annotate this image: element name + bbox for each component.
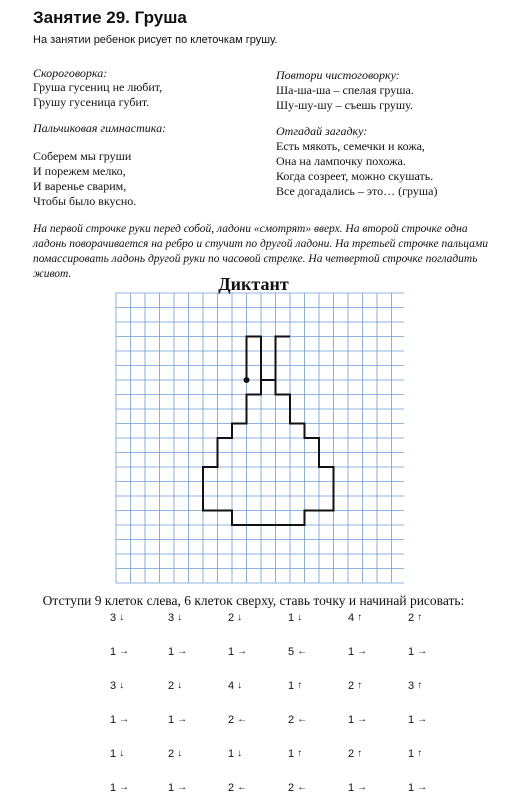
dictation-title: Диктант xyxy=(218,274,289,294)
arrow-right-icon: → xyxy=(119,714,130,725)
arrow-down-icon: ↓ xyxy=(237,748,243,759)
arrow-up-icon: ↑ xyxy=(417,680,423,691)
arrow-left-icon: ← xyxy=(297,646,308,657)
command-count: 1 xyxy=(348,714,355,726)
command-count: 1 xyxy=(110,748,117,760)
command-count: 3 xyxy=(408,680,415,692)
command-count: 5 xyxy=(288,646,295,658)
riddle-heading: Отгадай загадку: xyxy=(276,124,368,138)
command-cell xyxy=(168,782,208,794)
command-count: 1 xyxy=(408,748,415,760)
command-count: 1 xyxy=(168,714,175,726)
command-count: 1 xyxy=(228,646,235,658)
arrow-down-icon: ↓ xyxy=(297,612,303,623)
command-table xyxy=(0,612,507,798)
command-row xyxy=(0,782,507,798)
lesson-title: Занятие 29. Груша xyxy=(33,8,187,27)
command-count: 1 xyxy=(110,782,117,794)
arrow-up-icon: ↑ xyxy=(357,612,363,623)
command-count: 3 xyxy=(110,680,117,692)
arrow-right-icon: → xyxy=(417,782,428,793)
command-cell xyxy=(168,714,208,726)
arrow-up-icon: ↑ xyxy=(417,612,423,623)
command-cell xyxy=(228,782,268,794)
command-count: 1 xyxy=(288,680,295,692)
command-cell xyxy=(110,646,150,658)
command-cell xyxy=(288,782,328,794)
command-count: 1 xyxy=(168,646,175,658)
command-row xyxy=(0,612,507,628)
command-count: 4 xyxy=(228,680,235,692)
arrow-right-icon: → xyxy=(357,782,368,793)
command-cell xyxy=(408,680,448,692)
arrow-left-icon: ← xyxy=(297,714,308,725)
tongue-twister-line: Груша гусениц не любит, xyxy=(33,80,163,94)
command-cell xyxy=(408,748,448,760)
command-count: 1 xyxy=(348,646,355,658)
command-cell xyxy=(168,748,208,760)
command-cell xyxy=(228,646,268,658)
finger-gym-line: И порежем мелко, xyxy=(33,164,126,178)
lesson-intro: На занятии ребенок рисует по клеточкам грушу. xyxy=(33,34,278,46)
command-count: 2 xyxy=(288,714,295,726)
arrow-right-icon: → xyxy=(417,714,428,725)
command-count: 1 xyxy=(110,714,117,726)
riddle-line: Все догадались – это… (груша) xyxy=(276,184,438,198)
arrow-left-icon: ← xyxy=(237,782,248,793)
arrow-left-icon: ← xyxy=(237,714,248,725)
command-cell xyxy=(110,680,150,692)
command-row xyxy=(0,748,507,764)
arrow-up-icon: ↑ xyxy=(417,748,423,759)
command-cell xyxy=(168,646,208,658)
command-cell xyxy=(110,612,150,624)
command-cell xyxy=(168,680,208,692)
command-cell xyxy=(348,612,388,624)
start-dot xyxy=(244,377,250,383)
arrow-up-icon: ↑ xyxy=(357,748,363,759)
arrow-down-icon: ↓ xyxy=(237,680,243,691)
drawing-grid xyxy=(114,291,404,592)
command-count: 2 xyxy=(348,680,355,692)
pear-outline xyxy=(203,337,334,526)
arrow-right-icon: → xyxy=(357,646,368,657)
command-cell xyxy=(228,714,268,726)
pure-phrase-heading: Повтори чистоговорку: xyxy=(276,68,400,82)
command-count: 2 xyxy=(228,612,235,624)
pure-phrase-line: Шу-шу-шу – съешь грушу. xyxy=(276,98,413,112)
command-count: 4 xyxy=(348,612,355,624)
grid-svg xyxy=(114,291,404,587)
arrow-right-icon: → xyxy=(357,714,368,725)
command-count: 3 xyxy=(168,612,175,624)
tongue-twister-heading: Скороговорка: xyxy=(33,66,108,80)
arrow-down-icon: ↓ xyxy=(237,612,243,623)
command-cell xyxy=(168,612,208,624)
arrow-right-icon: → xyxy=(177,714,188,725)
arrow-up-icon: ↑ xyxy=(357,680,363,691)
command-cell xyxy=(228,612,268,624)
riddle-line: Есть мякоть, семечки и кожа, xyxy=(276,139,425,153)
command-cell xyxy=(110,714,150,726)
command-cell xyxy=(110,748,150,760)
riddle-line: Она на лампочку похожа. xyxy=(276,154,406,168)
command-count: 2 xyxy=(288,782,295,794)
command-cell xyxy=(288,680,328,692)
command-cell xyxy=(288,714,328,726)
command-count: 2 xyxy=(228,714,235,726)
command-row xyxy=(0,680,507,696)
command-cell xyxy=(348,782,388,794)
command-count: 2 xyxy=(408,612,415,624)
command-count: 1 xyxy=(288,612,295,624)
command-count: 1 xyxy=(228,748,235,760)
arrow-right-icon: → xyxy=(417,646,428,657)
finger-gym-line: Соберем мы груши xyxy=(33,149,132,163)
arrow-right-icon: → xyxy=(119,782,130,793)
command-count: 1 xyxy=(288,748,295,760)
arrow-right-icon: → xyxy=(177,782,188,793)
arrow-left-icon: ← xyxy=(297,782,308,793)
command-cell xyxy=(110,782,150,794)
arrow-down-icon: ↓ xyxy=(177,680,183,691)
arrow-right-icon: → xyxy=(237,646,248,657)
command-count: 2 xyxy=(348,748,355,760)
command-cell xyxy=(408,612,448,624)
arrow-right-icon: → xyxy=(119,646,130,657)
tongue-twister-line: Грушу гусеница губит. xyxy=(33,95,150,109)
arrow-down-icon: ↓ xyxy=(177,748,183,759)
command-cell xyxy=(228,748,268,760)
arrow-down-icon: ↓ xyxy=(119,748,125,759)
dictation-instruction: Отступи 9 клеток слева, 6 клеток сверху, ставь точку и начинай рисовать: xyxy=(42,593,465,608)
riddle-line: Когда созреет, можно скушать. xyxy=(276,169,434,183)
arrow-up-icon: ↑ xyxy=(297,680,303,691)
command-cell xyxy=(408,714,448,726)
command-count: 1 xyxy=(408,714,415,726)
command-row xyxy=(0,646,507,662)
command-count: 1 xyxy=(110,646,117,658)
arrow-down-icon: ↓ xyxy=(119,612,125,623)
finger-gym-line: И варенье сварим, xyxy=(33,179,127,193)
command-cell xyxy=(288,612,328,624)
command-count: 1 xyxy=(408,646,415,658)
command-count: 2 xyxy=(228,782,235,794)
command-count: 3 xyxy=(110,612,117,624)
command-count: 1 xyxy=(348,782,355,794)
pure-phrase-line: Ша-ша-ша – спелая груша. xyxy=(276,83,414,97)
arrow-up-icon: ↑ xyxy=(297,748,303,759)
command-cell xyxy=(288,646,328,658)
command-cell xyxy=(348,714,388,726)
finger-gym-heading: Пальчиковая гимнастика: xyxy=(33,121,167,135)
gymnastics-note: На первой строчке руки перед собой, ладони «смотрят» вверх. На второй строчке одна ладонь поворачивается на ребро и стучит по другой ладони. На третьей строчке пальцами помассировать ладонь другой руки по часовой стрелке. На четвертой строчке погладить живот. xyxy=(33,223,488,280)
command-cell xyxy=(408,646,448,658)
command-count: 2 xyxy=(168,680,175,692)
command-row xyxy=(0,714,507,730)
arrow-right-icon: → xyxy=(177,646,188,657)
finger-gym-line: Чтобы было вкусно. xyxy=(33,194,137,208)
command-cell xyxy=(288,748,328,760)
command-count: 1 xyxy=(168,782,175,794)
arrow-down-icon: ↓ xyxy=(119,680,125,691)
command-cell xyxy=(408,782,448,794)
command-count: 1 xyxy=(408,782,415,794)
command-count: 2 xyxy=(168,748,175,760)
command-cell xyxy=(348,680,388,692)
command-cell xyxy=(348,646,388,658)
arrow-down-icon: ↓ xyxy=(177,612,183,623)
command-cell xyxy=(348,748,388,760)
command-cell xyxy=(228,680,268,692)
